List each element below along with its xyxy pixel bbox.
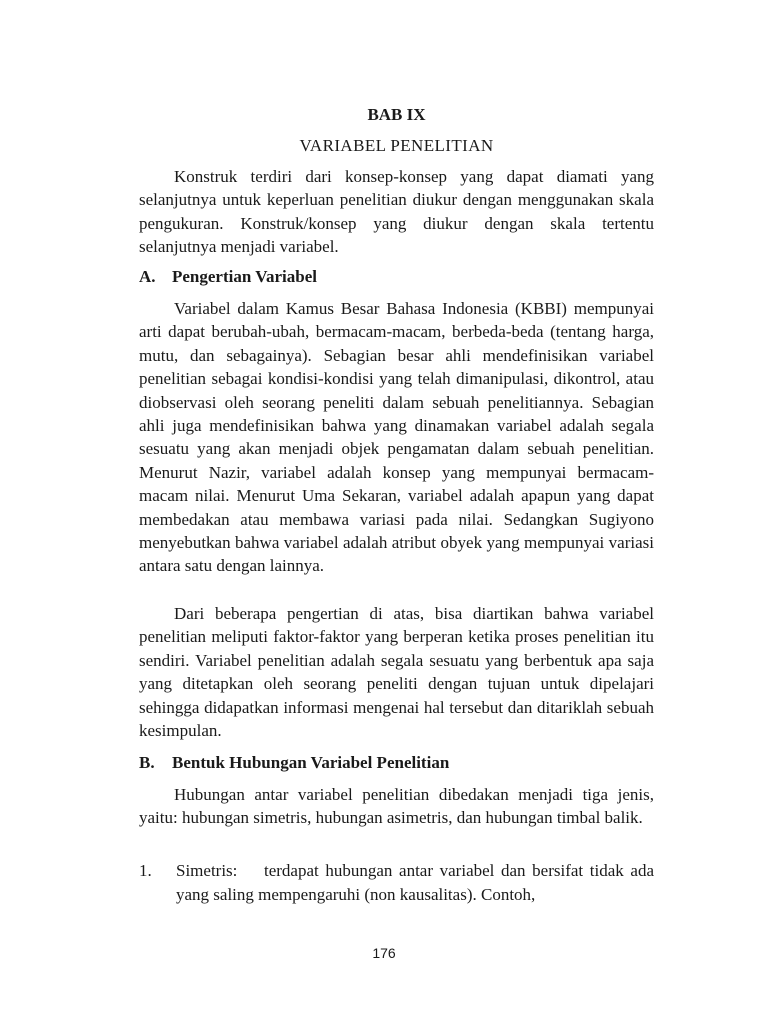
- section-a-title: Pengertian Variabel: [172, 267, 317, 286]
- list-item-term: Simetris:: [176, 861, 238, 880]
- section-a-letter: A.: [139, 267, 156, 286]
- section-b-letter: B.: [139, 753, 155, 772]
- section-a-paragraph-2: Dari beberapa pengertian di atas, bisa diartikan bahwa variabel penelitian meliputi faktor-faktor yang berperan ketika proses penelitian itu sendiri. Variabel penelitian adalah segala sesuatu yang berbentuk apa saja yang ditetapkan oleh seorang peneliti dengan tujuan untuk dipelajari sehingga didapatkan informasi mengenai hal tersebut dan ditariklah sebuah kesimpulan.: [139, 604, 654, 741]
- chapter-title: VARIABEL PENELITIAN: [299, 136, 494, 155]
- list-item-text: terdapat hubungan antar variabel dan bersifat tidak ada yang saling mempengaruhi (non kausalitas). Contoh,: [176, 861, 654, 904]
- intro-paragraph: Konstruk terdiri dari konsep-konsep yang dapat diamati yang selanjutnya untuk keperluan penelitian diukur dengan menggunakan skala pengukuran. Konstruk/konsep yang diukur dengan skala tertentu selanjutnya menjadi variabel.: [139, 167, 654, 257]
- section-a-heading: [139, 265, 654, 289]
- page-number: 176: [372, 945, 396, 961]
- section-b-paragraph: Hubungan antar variabel penelitian dibedakan menjadi tiga jenis, yaitu: hubungan simetris, hubungan asimetris, dan hubungan timbal balik.: [139, 785, 654, 828]
- chapter-label: BAB IX: [367, 105, 426, 124]
- list-item-body: [176, 859, 654, 907]
- section-b-title: Bentuk Hubungan Variabel Penelitian: [172, 753, 450, 772]
- section-a-paragraph-1: Variabel dalam Kamus Besar Bahasa Indonesia (KBBI) mempunyai arti dapat berubah-ubah, bermacam-macam, berbeda-beda (tentang harga, mutu, dan sebagainya). Sebagian besar ahli mendefinisikan variabel penelitian sebagai kondisi-kondisi yang telah dimanipulasi, dikontrol, atau diobservasi oleh seorang peneliti dalam sebuah penelitiannya. Sebagian ahli juga mendefinisikan bahwa yang dinamakan variabel adalah segala sesuatu yang akan menjadi objek pengamatan dalam sebuah penelitian. Menurut Nazir, variabel adalah konsep yang mempunyai bermacam-macam nilai. Menurut Uma Sekaran, variabel adalah apapun yang dapat membedakan atau membawa variasi pada nilai. Sedangkan Sugiyono menyebutkan bahwa variabel adalah atribut obyek yang mempunyai variasi antara satu dengan lainnya.: [139, 299, 654, 576]
- list-item: [139, 859, 654, 907]
- list-item-number: 1.: [139, 861, 152, 880]
- section-b-heading: [139, 751, 654, 775]
